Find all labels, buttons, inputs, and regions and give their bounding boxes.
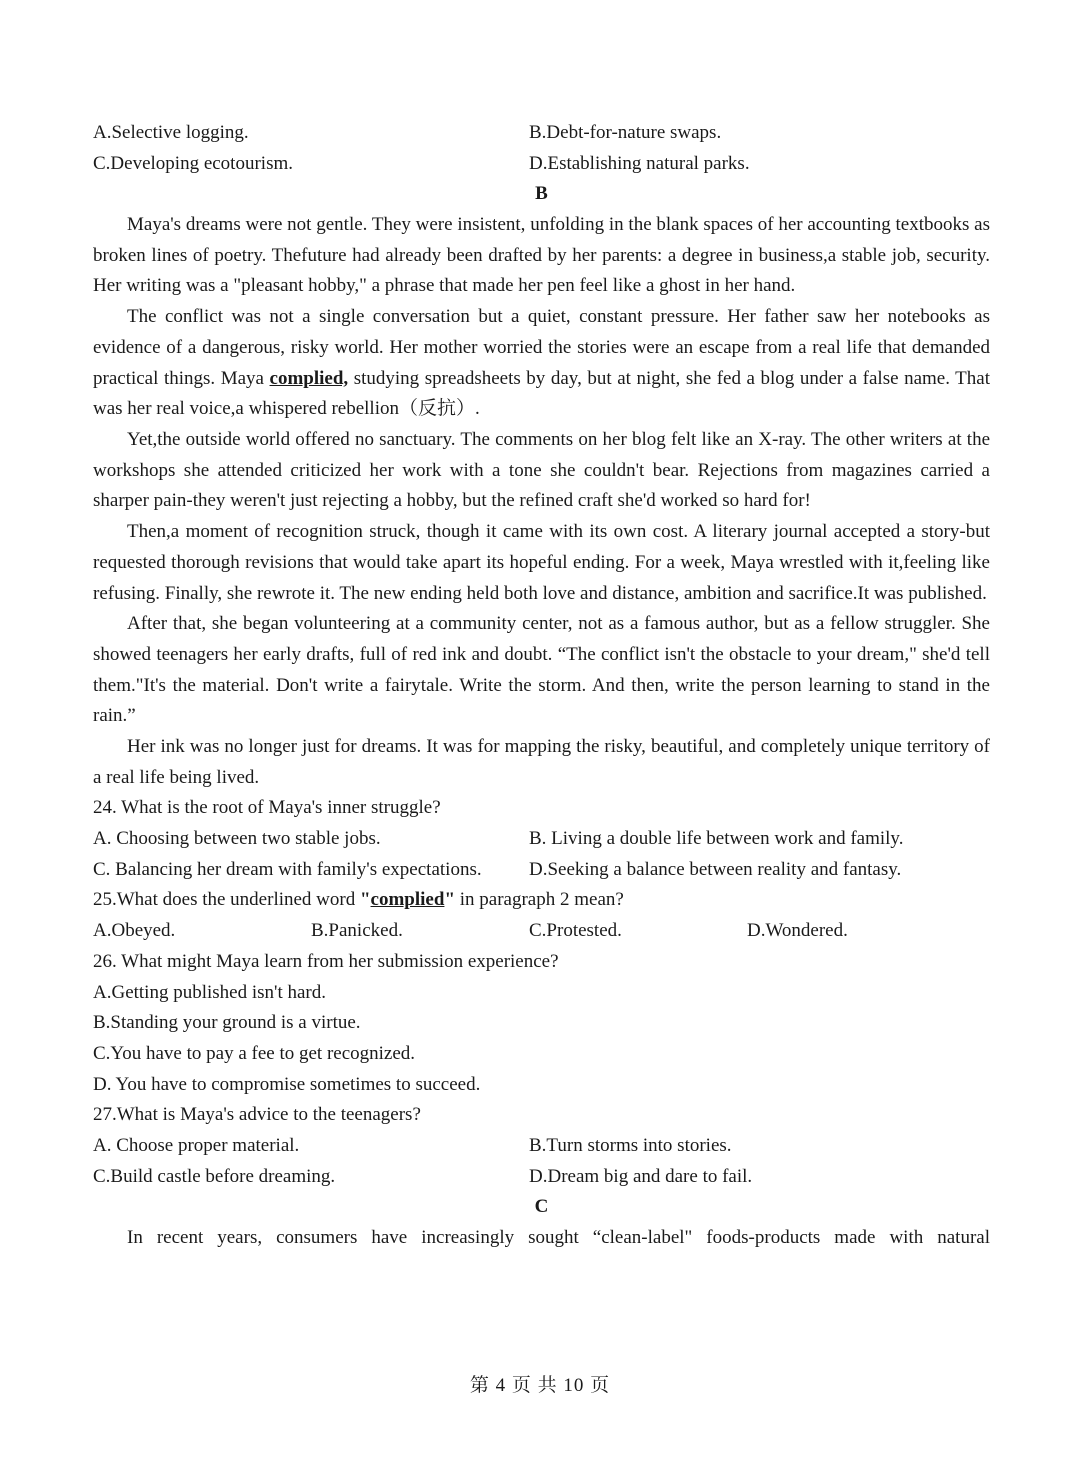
q27-option-a: A. Choose proper material. (93, 1134, 300, 1156)
q25-quoted-word (360, 889, 455, 910)
passage-b-paragraph-4: Then,a moment of recognition struck, though it came with its own cost. A literary journal accepted a story-but requested thorough revisions that would take apart its hopeful ending. For a week, Maya wrestled with it,feeling like refusing. Finally, she rewrote it. The new ending held both love and distance, ambition and sacrifice.It was published. (93, 521, 990, 604)
question-24-options-row-1 (93, 824, 990, 855)
q25-option-a: A.Obeyed. (93, 920, 176, 942)
q24-option-c: C. Balancing her dream with family's expectations. (93, 858, 482, 880)
passage-b-paragraph-1: Maya's dreams were not gentle. They were insistent, unfolding in the blank spaces of her accounting textbooks as broken lines of poetry. Thefuture had already been drafted by her parents: a degree in business,a stable job, security. Her writing was a "pleasant hobby," a phrase that made her pen feel like a ghost in her hand. (93, 214, 990, 297)
prev-options-row-1 (93, 118, 990, 149)
prev-option-a: A.Selective logging. (93, 122, 249, 143)
p2-text-after: studying spreadsheets by day, but at night, she fed a blog under a false name. That was her real voice,a whispered rebellion（反抗）. (93, 367, 991, 420)
question-27-options-row-1 (93, 1131, 990, 1162)
page-footer: 第 4 页 共 10 页 (469, 1375, 611, 1396)
q25-stem-before: 25.What does the underlined word (93, 889, 360, 911)
q25-underlined-word: complied (370, 889, 445, 911)
question-25-options (93, 916, 990, 947)
question-24-options-row-2 (93, 855, 990, 886)
q25-stem-after: in paragraph 2 mean? (455, 889, 624, 911)
section-c-heading: C (534, 1196, 549, 1218)
prev-option-d: D.Establishing natural parks. (529, 152, 750, 174)
prev-options-row-2 (93, 149, 990, 180)
question-24-stem: 24. What is the root of Maya's inner struggle? (93, 797, 441, 819)
q26-option-b: B.Standing your ground is a virtue. (93, 1012, 361, 1034)
q25-option-d: D.Wondered. (747, 920, 848, 942)
q25-quote-close: " (444, 889, 455, 911)
question-25-stem (93, 885, 990, 916)
passage-b-paragraph-2 (93, 302, 990, 425)
q26-option-a: A.Getting published isn't hard. (93, 981, 326, 1003)
q25-quote-open: " (359, 889, 371, 911)
p2-text-before: The conflict was not a single conversation but a quiet, constant pressure. Her father saw her notebooks as evidence of a dangerous, risky world. Her mother worried the stories were an escape from a real life that demanded practical things. Maya (93, 306, 990, 389)
passage-b-paragraph-5: After that, she began volunteering at a community center, not as a famous author, but as a fellow struggler. She showed teenagers her early drafts, full of red ink and doubt. “The conflict isn't the obstacle to your dream," she'd tell them."It's the material. Don't write a fairytale. Write the storm. And then, write the person learning to stand in the rain.” (93, 613, 990, 727)
q26-option-d: D. You have to compromise sometimes to succeed. (93, 1073, 481, 1095)
section-b-heading: B (535, 183, 548, 205)
q24-option-d: D.Seeking a balance between reality and fantasy. (529, 858, 902, 880)
q27-option-b: B.Turn storms into stories. (529, 1134, 732, 1156)
question-27-options-row-2 (93, 1162, 990, 1193)
q24-option-b: B. Living a double life between work and family. (529, 828, 904, 850)
underlined-word-complied: complied, (269, 367, 349, 389)
q26-option-c: C.You have to pay a fee to get recognized. (93, 1042, 416, 1064)
passage-c-paragraph-1: In recent years, consumers have increasingly sought “clean-label" foods-products made with natural (127, 1227, 990, 1249)
q25-option-c: C.Protested. (529, 920, 622, 942)
page-content (93, 118, 990, 1254)
prev-option-c: C.Developing ecotourism. (93, 152, 293, 174)
q25-option-b: B.Panicked. (311, 920, 403, 942)
q24-option-a: A. Choosing between two stable jobs. (93, 828, 381, 850)
question-27-stem: 27.What is Maya's advice to the teenagers? (93, 1104, 421, 1126)
q27-option-d: D.Dream big and dare to fail. (529, 1165, 753, 1187)
q27-option-c: C.Build castle before dreaming. (93, 1165, 336, 1187)
passage-b-paragraph-6: Her ink was no longer just for dreams. It was for mapping the risky, beautiful, and completely unique territory of a real life being lived. (93, 736, 990, 788)
prev-option-b: B.Debt-for-nature swaps. (529, 122, 722, 143)
passage-b-paragraph-3: Yet,the outside world offered no sanctuary. The comments on her blog felt like an X-ray. The other writers at the workshops she attended criticized her work with a tone she couldn't bear. Rejections from magazines carried a sharper pain-they weren't just rejecting a hobby, but the refined craft she'd worked so hard for! (93, 428, 990, 512)
question-26-stem: 26. What might Maya learn from her submission experience? (93, 950, 559, 972)
